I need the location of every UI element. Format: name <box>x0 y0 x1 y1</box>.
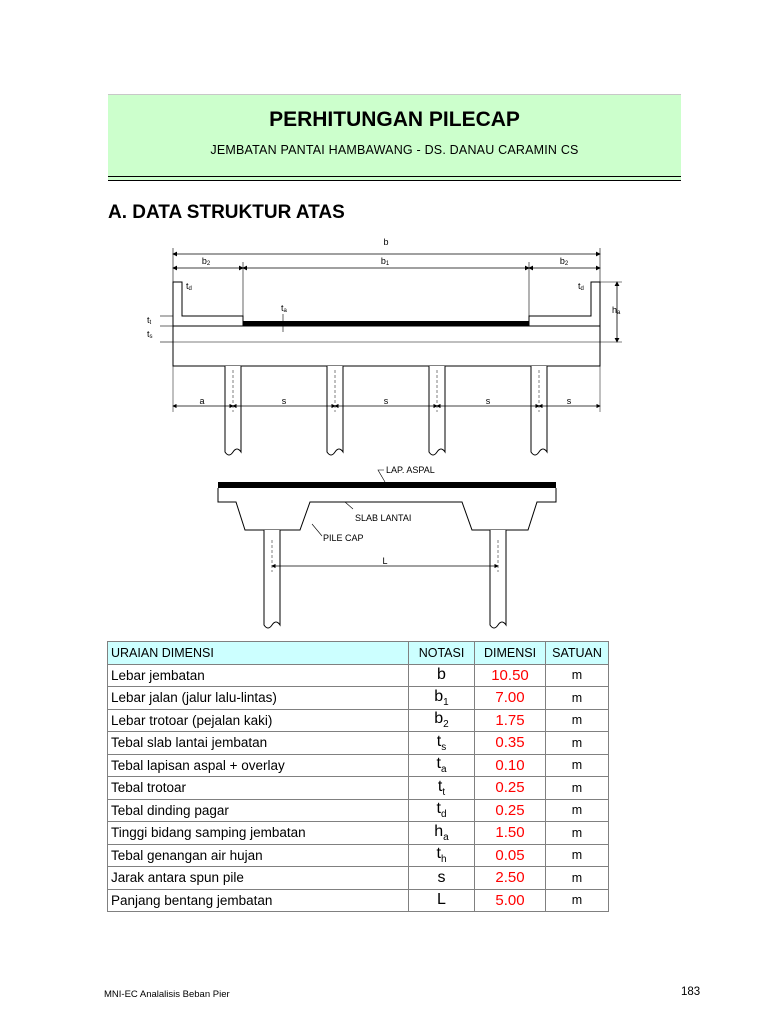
row-description: Tebal slab lantai jembatan <box>108 732 409 755</box>
label-b1: b1 <box>380 256 390 267</box>
row-unit: m <box>546 799 609 822</box>
label-b2-right: b2 <box>559 256 569 267</box>
table-row <box>108 867 609 890</box>
row-description: Panjang bentang jembatan <box>108 889 409 912</box>
label-s-3: s <box>485 396 491 406</box>
row-unit: m <box>546 844 609 867</box>
label-pile-cap: PILE CAP <box>323 533 364 543</box>
footer-document-name: MNI-EC Analalisis Beban Pier <box>104 989 230 1000</box>
label-ha: ha <box>612 305 621 316</box>
row-notation: s <box>409 867 475 890</box>
row-unit: m <box>546 822 609 845</box>
label-ts: ts <box>147 329 153 340</box>
page-subtitle: JEMBATAN PANTAI HAMBAWANG - DS. DANAU CARAMIN CS <box>210 143 579 157</box>
row-value: 0.25 <box>475 799 546 822</box>
row-unit: m <box>546 664 609 687</box>
row-notation: $t_h$ <box>409 844 475 867</box>
slab-and-pilecap-outline <box>218 488 556 530</box>
label-L: L <box>382 556 388 566</box>
table-row <box>108 732 609 755</box>
row-description: Tebal genangan air hujan <box>108 844 409 867</box>
dimension-table <box>107 641 609 912</box>
row-unit: m <box>546 709 609 732</box>
row-notation: $t_d$ <box>409 799 475 822</box>
row-description: Tebal lapisan aspal + overlay <box>108 754 409 777</box>
label-s-4: s <box>566 396 572 406</box>
footer-page-number: 183 <box>681 986 701 998</box>
label-tt: tt <box>147 315 152 326</box>
row-description: Lebar jembatan <box>108 664 409 687</box>
row-notation: $t_s$ <box>409 732 475 755</box>
header-satuan: SATUAN <box>546 642 609 665</box>
row-description: Tebal dinding pagar <box>108 799 409 822</box>
row-value: 1.75 <box>475 709 546 732</box>
header-uraian: URAIAN DIMENSI <box>108 642 409 665</box>
row-notation: b <box>409 664 475 687</box>
row-unit: m <box>546 687 609 710</box>
row-description: Tebal trotoar <box>108 777 409 800</box>
label-td-left: td <box>186 281 192 292</box>
table-row <box>108 687 609 710</box>
pile-right-detail <box>490 530 506 628</box>
label-b: b <box>383 237 389 247</box>
pile-left-detail <box>264 530 280 628</box>
row-notation: $b_2$ <box>409 709 475 732</box>
table-row <box>108 889 609 912</box>
row-description: Lebar jalan (jalur lalu-lintas) <box>108 687 409 710</box>
row-notation: $t_a$ <box>409 754 475 777</box>
row-notation: $h_a$ <box>409 822 475 845</box>
header-notasi: NOTASI <box>409 642 475 665</box>
label-td-right: td <box>578 281 584 292</box>
row-value: 0.10 <box>475 754 546 777</box>
row-description: Tinggi bidang samping jembatan <box>108 822 409 845</box>
table-row <box>108 709 609 732</box>
label-lap-aspal: LAP. ASPAL <box>386 465 435 475</box>
row-unit: m <box>546 867 609 890</box>
label-b2-left: b2 <box>201 256 211 267</box>
table-row <box>108 777 609 800</box>
table-header-row <box>108 642 609 665</box>
table-row <box>108 799 609 822</box>
row-unit: m <box>546 777 609 800</box>
row-value: 7.00 <box>475 687 546 710</box>
row-value: 0.05 <box>475 844 546 867</box>
row-value: 10.50 <box>475 664 546 687</box>
row-description: Lebar trotoar (pejalan kaki) <box>108 709 409 732</box>
header-dimensi: DIMENSI <box>475 642 546 665</box>
label-a: a <box>199 396 205 406</box>
row-unit: m <box>546 754 609 777</box>
row-notation: L <box>409 889 475 912</box>
table-row <box>108 844 609 867</box>
row-value: 2.50 <box>475 867 546 890</box>
page-title: PERHITUNGAN PILECAP <box>269 108 520 131</box>
row-description: Jarak antara spun pile <box>108 867 409 890</box>
label-s-1: s <box>281 396 287 406</box>
row-notation: $b_1$ <box>409 687 475 710</box>
section-heading: A. DATA STRUKTUR ATAS <box>108 202 345 223</box>
row-value: 0.25 <box>475 777 546 800</box>
table-row <box>108 754 609 777</box>
row-value: 1.50 <box>475 822 546 845</box>
table-row <box>108 822 609 845</box>
row-unit: m <box>546 889 609 912</box>
row-notation: $t_t$ <box>409 777 475 800</box>
table-row <box>108 664 609 687</box>
asphalt-layer-detail <box>218 482 556 488</box>
row-value: 5.00 <box>475 889 546 912</box>
label-slab-lantai: SLAB LANTAI <box>355 513 412 523</box>
row-unit: m <box>546 732 609 755</box>
label-s-2: s <box>383 396 389 406</box>
row-value: 0.35 <box>475 732 546 755</box>
asphalt-layer <box>243 321 529 326</box>
label-ta: ta <box>281 303 287 314</box>
